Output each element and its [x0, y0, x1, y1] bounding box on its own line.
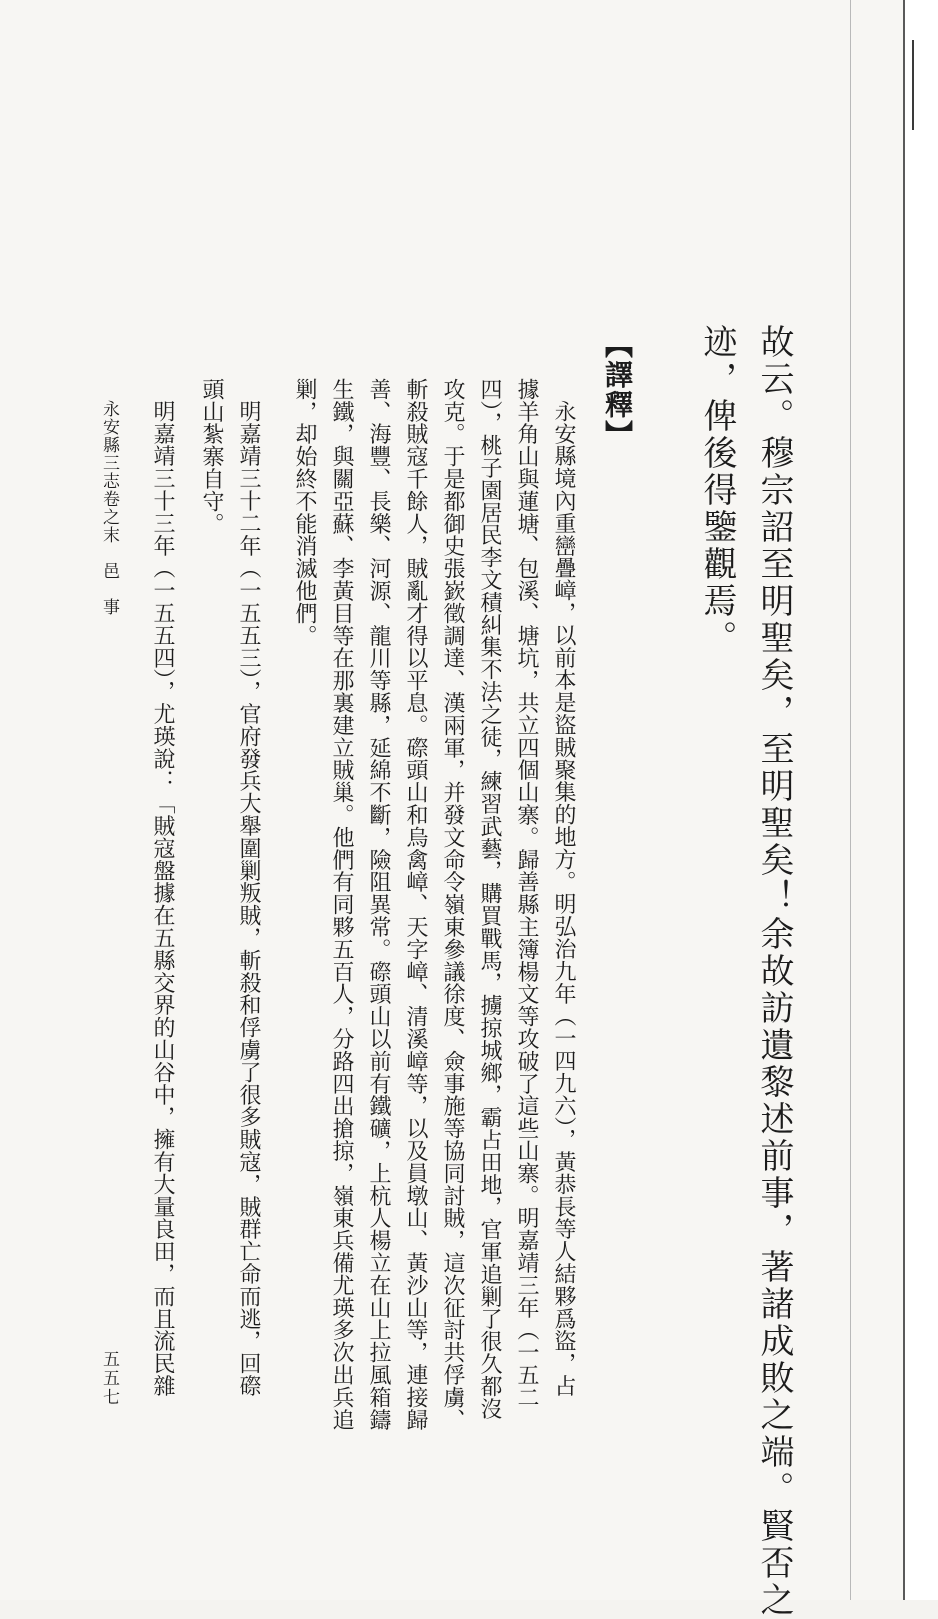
top-paragraph-line-1: 故云。穆宗詔至明聖矣，至明聖矣！余故訪遺黎述前事，著諸成敗之端。賢否之	[754, 324, 794, 1619]
page-number: 五五七	[99, 1350, 119, 1407]
translation-line-10: 頭山紮寨自守。	[199, 378, 224, 535]
translation-line-11: 明嘉靖三十三年（一五五四），尤瑛說：「賊寇盤據在五縣交界的山谷中，擁有大量良田，而且流民雜	[150, 400, 175, 1397]
scan-edge-margin	[903, 0, 938, 1600]
translation-line-8: 剿，却始終不能消滅他們。	[292, 378, 317, 647]
translation-line-1: 永安縣境內重巒疊嶂，以前本是盜賊聚集的地方。明弘治九年（一四九六），黃恭長等人結夥爲盜，占	[551, 400, 576, 1397]
translation-line-2: 據羊角山與蓮塘、包溪、塘坑，共立四個山寨。歸善縣主簿楊文等攻破了這些山寨。明嘉靖三年（一五二	[514, 378, 539, 1409]
translation-line-7: 生鐵，與關亞蘇、李黃目等在那裏建立賊巢。他們有同夥五百人，分路四出搶掠，嶺東兵備尤瑛多次出兵追	[329, 378, 354, 1431]
top-paragraph-line-2: 迹，俾後得鑒觀焉。	[697, 324, 737, 657]
translation-line-4: 攻克。于是都御史張嶔徵調達、漢兩軍，并發文命令嶺東參議徐度、僉事施等協同討賊，這次征討共俘虜、	[440, 378, 465, 1431]
translation-line-6: 善、海豐、長樂、河源、龍川等縣，延綿不斷，險阻異常。磜頭山以前有鐵礦，上杭人楊立在山上拉風箱鑄	[366, 378, 391, 1431]
translation-line-9: 明嘉靖三十二年（一五五三），官府發兵大舉圍剿叛賊，斬殺和俘虜了很多賊寇，賊群亡命而逃，回磜	[236, 400, 261, 1397]
translation-line-3: 四），桃子園居民李文積糾集不法之徒，練習武藝，購買戰馬，擄掠城鄉，霸占田地，官軍追剿了很久都沒	[477, 378, 502, 1420]
section-heading: 【譯釋】	[601, 330, 634, 450]
scan-edge-mark	[912, 40, 914, 130]
scan-fold-line	[850, 0, 851, 1600]
translation-line-5: 斬殺賊寇千餘人，賊亂才得以平息。磜頭山和烏禽嶂、天字嶂、清溪嶂等，以及員墩山、黃沙山等，連接歸	[403, 378, 428, 1431]
scan-border-line	[903, 0, 905, 1600]
running-title: 永安縣三志卷之末 邑 事	[99, 400, 119, 616]
